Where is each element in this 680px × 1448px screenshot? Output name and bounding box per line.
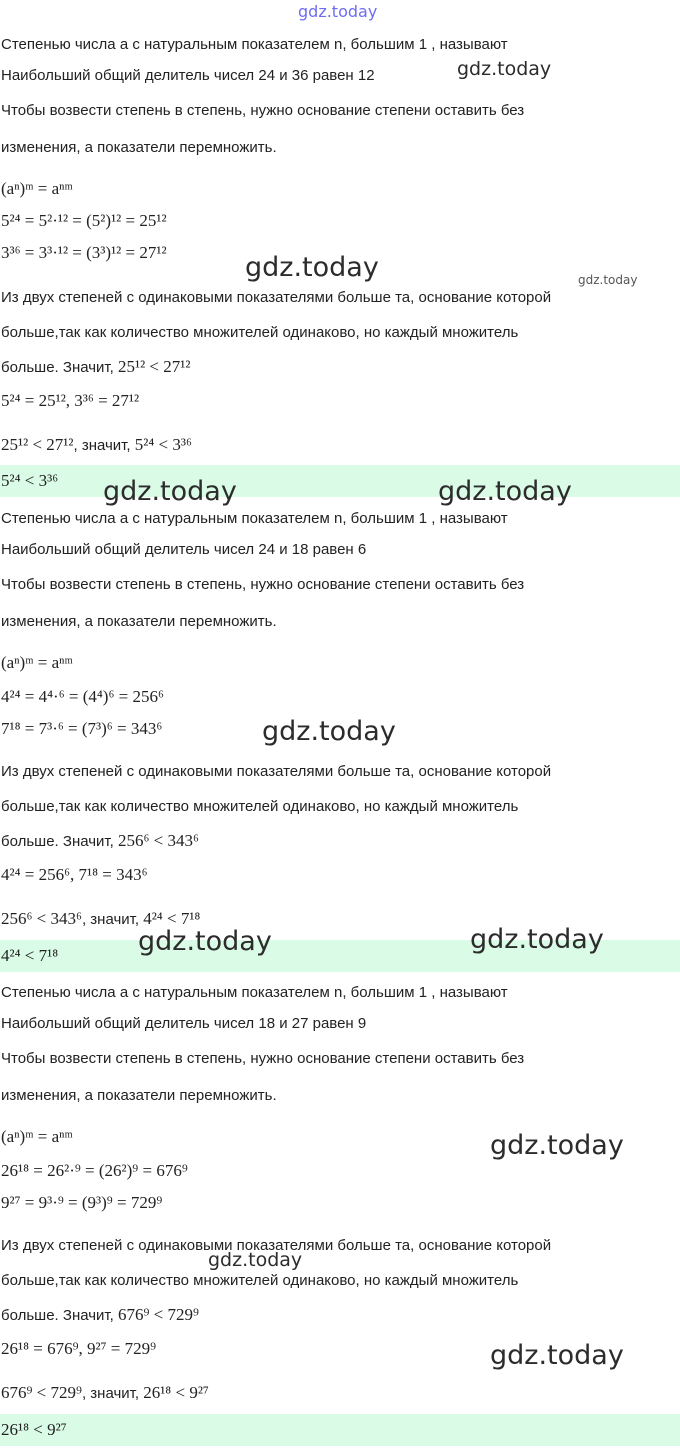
compare-line-1: Из двух степеней с одинаковыми показателями больше та, основание которой — [1, 289, 552, 306]
power-rule-line-2: изменения, а показатели перемножить. — [1, 1087, 277, 1104]
answer-highlight — [0, 1414, 680, 1446]
power-formula: (aⁿ)ᵐ = aⁿᵐ — [1, 1127, 73, 1146]
so-expression: 25¹² < 27¹² — [117, 357, 191, 376]
answer: 4²⁴ < 7¹⁸ — [1, 946, 59, 965]
compare-line-2: больше,так как количество множителей одинаково, но каждый множитель — [1, 1272, 519, 1289]
watermark: gdz.today — [578, 273, 638, 287]
compare-line-2: больше,так как количество множителей одинаково, но каждый множитель — [1, 798, 519, 815]
equal-line: 5²⁴ = 25¹², 3³⁶ = 27¹² — [1, 391, 140, 410]
formula-line-b: 7¹⁸ = 7³·⁶ = (7³)⁶ = 343⁶ — [1, 719, 163, 738]
power-rule-line-1: Чтобы возвести степень в степень, нужно основание степени оставить без — [1, 102, 525, 119]
definition-line: Степенью числа a с натуральным показателем n, большим 1 , называют — [1, 36, 508, 53]
compare-expression: 676⁹ < 729⁹ — [1, 1383, 82, 1402]
definition-line: Степенью числа a с натуральным показателем n, большим 1 , называют — [1, 510, 508, 527]
answer-highlight — [0, 465, 680, 497]
watermark: gdz.today — [245, 252, 379, 283]
so-expression: 676⁹ < 729⁹ — [117, 1305, 199, 1324]
so-prefix: больше. Значит, — [1, 833, 114, 850]
so-line — [1, 830, 199, 852]
compare-line-1: Из двух степеней с одинаковыми показателями больше та, основание которой — [1, 1237, 552, 1254]
watermark-top: gdz.today — [298, 2, 378, 21]
conclusion-expression: 4²⁴ < 7¹⁸ — [143, 909, 201, 928]
formula-line-a: 4²⁴ = 4⁴·⁶ = (4⁴)⁶ = 256⁶ — [1, 687, 164, 706]
compare-expression: 25¹² < 27¹² — [1, 435, 74, 454]
so-line — [1, 356, 190, 378]
power-rule-line-1: Чтобы возвести степень в степень, нужно основание степени оставить без — [1, 1050, 525, 1067]
watermark: gdz.today — [490, 1340, 624, 1371]
watermark: gdz.today — [138, 926, 272, 957]
power-rule-line-1: Чтобы возвести степень в степень, нужно основание степени оставить без — [1, 576, 525, 593]
gcd-line: Наибольший общий делитель чисел 24 и 18 равен 6 — [1, 541, 367, 558]
watermark: gdz.today — [490, 1130, 624, 1161]
so-word: , значит, — [81, 1385, 140, 1402]
conclusion-expression: 26¹⁸ < 9²⁷ — [143, 1383, 209, 1402]
conclusion-expression: 5²⁴ < 3³⁶ — [134, 435, 192, 454]
gcd-line: Наибольший общий делитель чисел 18 и 27 равен 9 — [1, 1015, 367, 1032]
answer: 26¹⁸ < 9²⁷ — [1, 1420, 67, 1439]
watermark: gdz.today — [457, 58, 552, 80]
gcd-line: Наибольший общий делитель чисел 24 и 36 равен 12 — [1, 67, 375, 84]
formula-line-b: 3³⁶ = 3³·¹² = (3³)¹² = 27¹² — [1, 243, 167, 262]
compare-line-2: больше,так как количество множителей одинаково, но каждый множитель — [1, 324, 519, 341]
watermark: gdz.today — [470, 924, 604, 955]
watermark: gdz.today — [208, 1249, 303, 1271]
power-formula: (aⁿ)ᵐ = aⁿᵐ — [1, 179, 73, 198]
watermark: gdz.today — [103, 476, 237, 507]
equal-line: 26¹⁸ = 676⁹, 9²⁷ = 729⁹ — [1, 1339, 157, 1358]
formula-line-b: 9²⁷ = 9³·⁹ = (9³)⁹ = 729⁹ — [1, 1193, 163, 1212]
formula-line-a: 26¹⁸ = 26²·⁹ = (26²)⁹ = 676⁹ — [1, 1161, 188, 1180]
watermark: gdz.today — [438, 476, 572, 507]
so-prefix: больше. Значит, — [1, 359, 114, 376]
formula-line-a: 5²⁴ = 5²·¹² = (5²)¹² = 25¹² — [1, 211, 167, 230]
watermark: gdz.today — [262, 716, 396, 747]
answer: 5²⁴ < 3³⁶ — [1, 471, 59, 490]
so-word: , значит, — [73, 437, 131, 454]
equal-line: 4²⁴ = 256⁶, 7¹⁸ = 343⁶ — [1, 865, 148, 884]
power-formula: (aⁿ)ᵐ = aⁿᵐ — [1, 653, 73, 672]
definition-line: Степенью числа a с натуральным показателем n, большим 1 , называют — [1, 984, 508, 1001]
so-line — [1, 1304, 199, 1326]
so-prefix: больше. Значит, — [1, 1307, 114, 1324]
so-expression: 256⁶ < 343⁶ — [117, 831, 199, 850]
power-rule-line-2: изменения, а показатели перемножить. — [1, 613, 277, 630]
compare-conclusion-line — [1, 1382, 209, 1404]
power-rule-line-2: изменения, а показатели перемножить. — [1, 139, 277, 156]
compare-line-1: Из двух степеней с одинаковыми показателями больше та, основание которой — [1, 763, 552, 780]
compare-expression: 256⁶ < 343⁶ — [1, 909, 82, 928]
so-word: , значит, — [81, 911, 140, 928]
compare-conclusion-line — [1, 434, 192, 456]
